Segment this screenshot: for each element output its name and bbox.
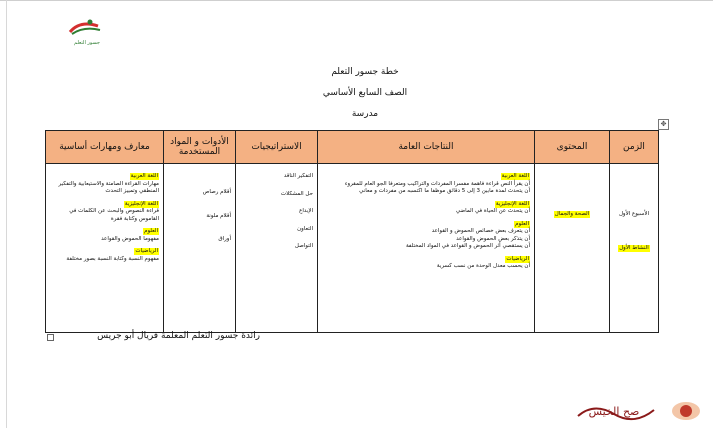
strategy-item: الإبداع: [299, 208, 313, 214]
outcomes-science-title: العلوم: [515, 220, 529, 227]
school-label: مدرسة: [351, 109, 379, 119]
header-outcomes: النتاجات العامة: [318, 131, 535, 164]
skills-arabic-1: مهارات القراءة الصامتة والاستيعابية والتفكير المنطقي وتمييز التحدث: [58, 180, 159, 194]
plan-title: خطة جسور التعلم: [331, 67, 399, 77]
outcomes-arabic-title: اللغة العربية: [501, 173, 529, 179]
logo-swoosh-icon: [68, 18, 102, 36]
header-strategies: الاستراتيجيات: [236, 131, 318, 164]
content-cell: [535, 164, 610, 333]
outcomes-cell: [318, 164, 535, 333]
strategies-cell: [236, 164, 318, 333]
strategy-item: التفكير الناقد: [283, 173, 313, 179]
header-tools: الأدوات و المواد المستخدمة: [164, 131, 236, 164]
document-header: [250, 66, 480, 129]
brand-signature-logo: [574, 400, 704, 422]
skills-english-1: قراءة النصوص والبحث عن الكلمات في القاموس وكتابة فقرة: [69, 208, 159, 222]
outcomes-english-1: أن يتحدث عن الحياة في الماضي: [455, 208, 530, 214]
skills-math-1: مفهوم النسبة وكتابة النسبة بصور مختلفة: [66, 255, 159, 262]
header-content: المحتوى: [535, 131, 610, 164]
header-skills: معارف ومهارات أساسية: [46, 131, 164, 164]
top-border-line: [0, 0, 713, 1]
skills-cell: [46, 164, 164, 333]
author-line: رائدة جسور التعلم المعلمة فريال أبو جريس: [97, 331, 260, 341]
skills-math-title: الرياضيات: [135, 248, 158, 254]
outcomes-science-2: أن يتذكر بعض الحموض والقواعد: [456, 235, 530, 242]
outcomes-science-1: أن يتعرف بعض خصائص الحموض و القواعد: [431, 228, 530, 234]
strategy-item: التعاون: [297, 225, 313, 232]
brand-text: صح الخيس: [588, 405, 640, 418]
learning-plan-table: [45, 130, 659, 333]
content-topic: الصحة والجمال: [554, 211, 590, 217]
skills-science-title: العلوم: [144, 228, 158, 234]
time-cell: [610, 164, 659, 333]
table-body-row: [46, 164, 659, 333]
tool-item: أوراق: [218, 236, 231, 242]
tool-item: أقلام رصاص: [202, 189, 231, 195]
skills-arabic-title: اللغة العربية: [130, 173, 158, 179]
tools-cell: [164, 164, 236, 333]
logo-text: جسور التعلم: [74, 40, 100, 46]
table-header-row: [46, 131, 659, 164]
outcomes-arabic-1: أن يقرأ النص قراءة فاهمة مفسرا المفردات والتراكيب ومتعرفا الجو العام للمقروء: [344, 180, 530, 187]
bridges-logo: [64, 14, 110, 50]
outcomes-english-title: اللغة الإنجليزية: [495, 200, 529, 207]
left-margin-line: [6, 0, 7, 428]
skills-english-title: اللغة الإنجليزية: [124, 200, 158, 207]
table-move-handle-icon[interactable]: ✥: [658, 119, 669, 130]
outcomes-math-title: الرياضيات: [506, 255, 529, 262]
grade-label: الصف السابع الأساسي: [322, 88, 408, 98]
outcomes-science-3: أن يستقصي أثر الحموض و القواعد في المواد المختلفة: [405, 243, 530, 249]
week-label: الأسبوع الأول: [618, 211, 650, 217]
skills-science-1: مفهوما الحموض والقواعد: [101, 235, 159, 242]
outcomes-arabic-2: أن يتحدث لمدة مابين 3 إلى 5 دقائق موظفا ما اكتسبه من مفردات و معاني: [359, 188, 530, 194]
tool-item: أقلام ملونة: [206, 212, 231, 219]
strategy-item: التواصل: [294, 243, 313, 249]
paragraph-mark-icon: [47, 334, 54, 341]
strategy-item: حل المشكلات: [280, 190, 313, 197]
header-time: الزمن: [610, 131, 659, 164]
activity-label: النشاط الأول: [619, 244, 649, 251]
outcomes-math-1: أن يحسب معدل الوحدة من نسب كسرية: [436, 263, 530, 269]
